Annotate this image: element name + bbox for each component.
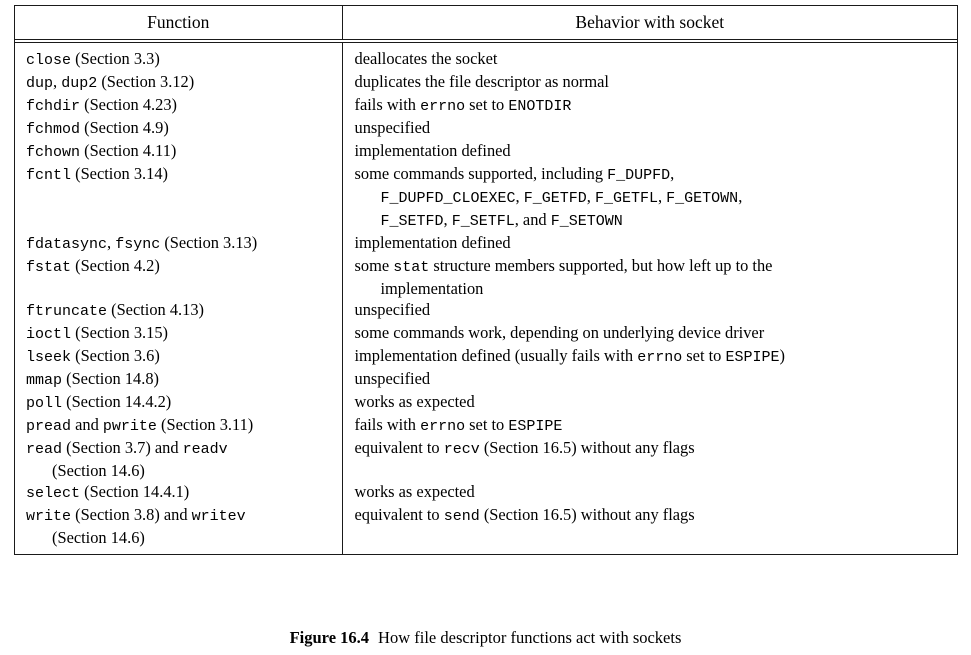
cell-function [15, 345, 342, 368]
cell-behavior [342, 43, 957, 71]
function-line: fchmod (Section 4.9) [26, 118, 169, 139]
behavior-line: some commands work, depending on underlying device driver [354, 323, 765, 343]
cell-behavior [342, 437, 957, 481]
behavior-line: equivalent to recv (Section 16.5) without any flags [354, 438, 695, 459]
figure-caption [0, 628, 971, 648]
behavior-line: implementation [380, 279, 484, 299]
table-header [15, 6, 957, 43]
function-line: fcntl (Section 3.14) [26, 164, 168, 185]
figure-label: Figure 16.4 [289, 628, 370, 647]
cell-function [15, 43, 342, 71]
cell-function [15, 322, 342, 345]
table-row [15, 345, 957, 368]
behavior-line: deallocates the socket [354, 49, 498, 69]
cell-function [15, 437, 342, 481]
table-row [15, 232, 957, 255]
table-row [15, 437, 957, 481]
cell-behavior [342, 140, 957, 163]
cell-behavior [342, 414, 957, 437]
cell-function [15, 255, 342, 299]
cell-behavior [342, 117, 957, 140]
cell-behavior [342, 368, 957, 391]
function-line: poll (Section 14.4.2) [26, 392, 172, 413]
cell-function [15, 140, 342, 163]
cell-function [15, 414, 342, 437]
cell-function [15, 391, 342, 414]
behavior-line: unspecified [354, 300, 431, 320]
table-row [15, 43, 957, 71]
behavior-line: implementation defined [354, 233, 511, 253]
table-row [15, 117, 957, 140]
behavior-line: F_SETFD, F_SETFL, and F_SETOWN [380, 210, 623, 231]
table-row [15, 255, 957, 299]
table-row [15, 414, 957, 437]
cell-behavior [342, 94, 957, 117]
table-row [15, 504, 957, 554]
figure-caption-text: How file descriptor functions act with sockets [378, 628, 682, 647]
function-line: ftruncate (Section 4.13) [26, 300, 204, 321]
cell-behavior [342, 504, 957, 554]
table-body [15, 43, 957, 554]
behavior-line: duplicates the file descriptor as normal [354, 72, 609, 92]
cell-behavior [342, 163, 957, 232]
behavior-line: works as expected [354, 392, 475, 412]
function-line: pread and pwrite (Section 3.11) [26, 415, 254, 436]
column-header-function: Function [15, 6, 342, 39]
table-row [15, 163, 957, 232]
cell-function [15, 94, 342, 117]
table-row [15, 322, 957, 345]
behavior-line: unspecified [354, 118, 431, 138]
figure-table-container [14, 5, 958, 555]
function-line: fchdir (Section 4.23) [26, 95, 177, 116]
table-row [15, 299, 957, 322]
behavior-line: some stat structure members supported, but how left up to the [354, 256, 773, 277]
behavior-line: F_DUPFD_CLOEXEC, F_GETFD, F_GETFL, F_GETOWN, [380, 187, 743, 208]
file-descriptor-functions-table [15, 6, 957, 554]
function-line: select (Section 14.4.1) [26, 482, 190, 503]
table-row [15, 481, 957, 504]
cell-behavior [342, 299, 957, 322]
table-row [15, 391, 957, 414]
cell-function [15, 71, 342, 94]
function-line: fchown (Section 4.11) [26, 141, 177, 162]
function-line: (Section 14.6) [52, 461, 145, 481]
cell-function [15, 117, 342, 140]
table-row [15, 140, 957, 163]
cell-behavior [342, 345, 957, 368]
cell-function [15, 481, 342, 504]
function-line: dup, dup2 (Section 3.12) [26, 72, 195, 93]
cell-behavior [342, 391, 957, 414]
cell-behavior [342, 71, 957, 94]
function-line: mmap (Section 14.8) [26, 369, 159, 390]
behavior-line: equivalent to send (Section 16.5) without any flags [354, 505, 695, 526]
behavior-line: implementation defined (usually fails with errno set to ESPIPE) [354, 346, 785, 367]
column-header-behavior: Behavior with socket [575, 12, 725, 32]
behavior-line: unspecified [354, 369, 431, 389]
cell-function [15, 368, 342, 391]
table-header-row [15, 6, 957, 39]
behavior-line: fails with errno set to ESPIPE [354, 415, 563, 436]
function-line: write (Section 3.8) and writev [26, 505, 246, 526]
behavior-line: implementation defined [354, 141, 511, 161]
cell-behavior [342, 232, 957, 255]
function-line: ioctl (Section 3.15) [26, 323, 168, 344]
cell-function [15, 163, 342, 232]
table-row [15, 94, 957, 117]
cell-function [15, 504, 342, 554]
behavior-line: fails with errno set to ENOTDIR [354, 95, 572, 116]
table-row [15, 368, 957, 391]
function-line: fdatasync, fsync (Section 3.13) [26, 233, 258, 254]
cell-function [15, 299, 342, 322]
function-line: lseek (Section 3.6) [26, 346, 160, 367]
function-line: close (Section 3.3) [26, 49, 160, 70]
table-row [15, 71, 957, 94]
behavior-line: some commands supported, including F_DUPFD, [354, 164, 675, 185]
behavior-line: works as expected [354, 482, 475, 502]
cell-behavior [342, 255, 957, 299]
function-line: read (Section 3.7) and readv [26, 438, 228, 459]
cell-behavior [342, 481, 957, 504]
function-line: fstat (Section 4.2) [26, 256, 160, 277]
cell-behavior [342, 322, 957, 345]
cell-function [15, 232, 342, 255]
function-line: (Section 14.6) [52, 528, 145, 548]
